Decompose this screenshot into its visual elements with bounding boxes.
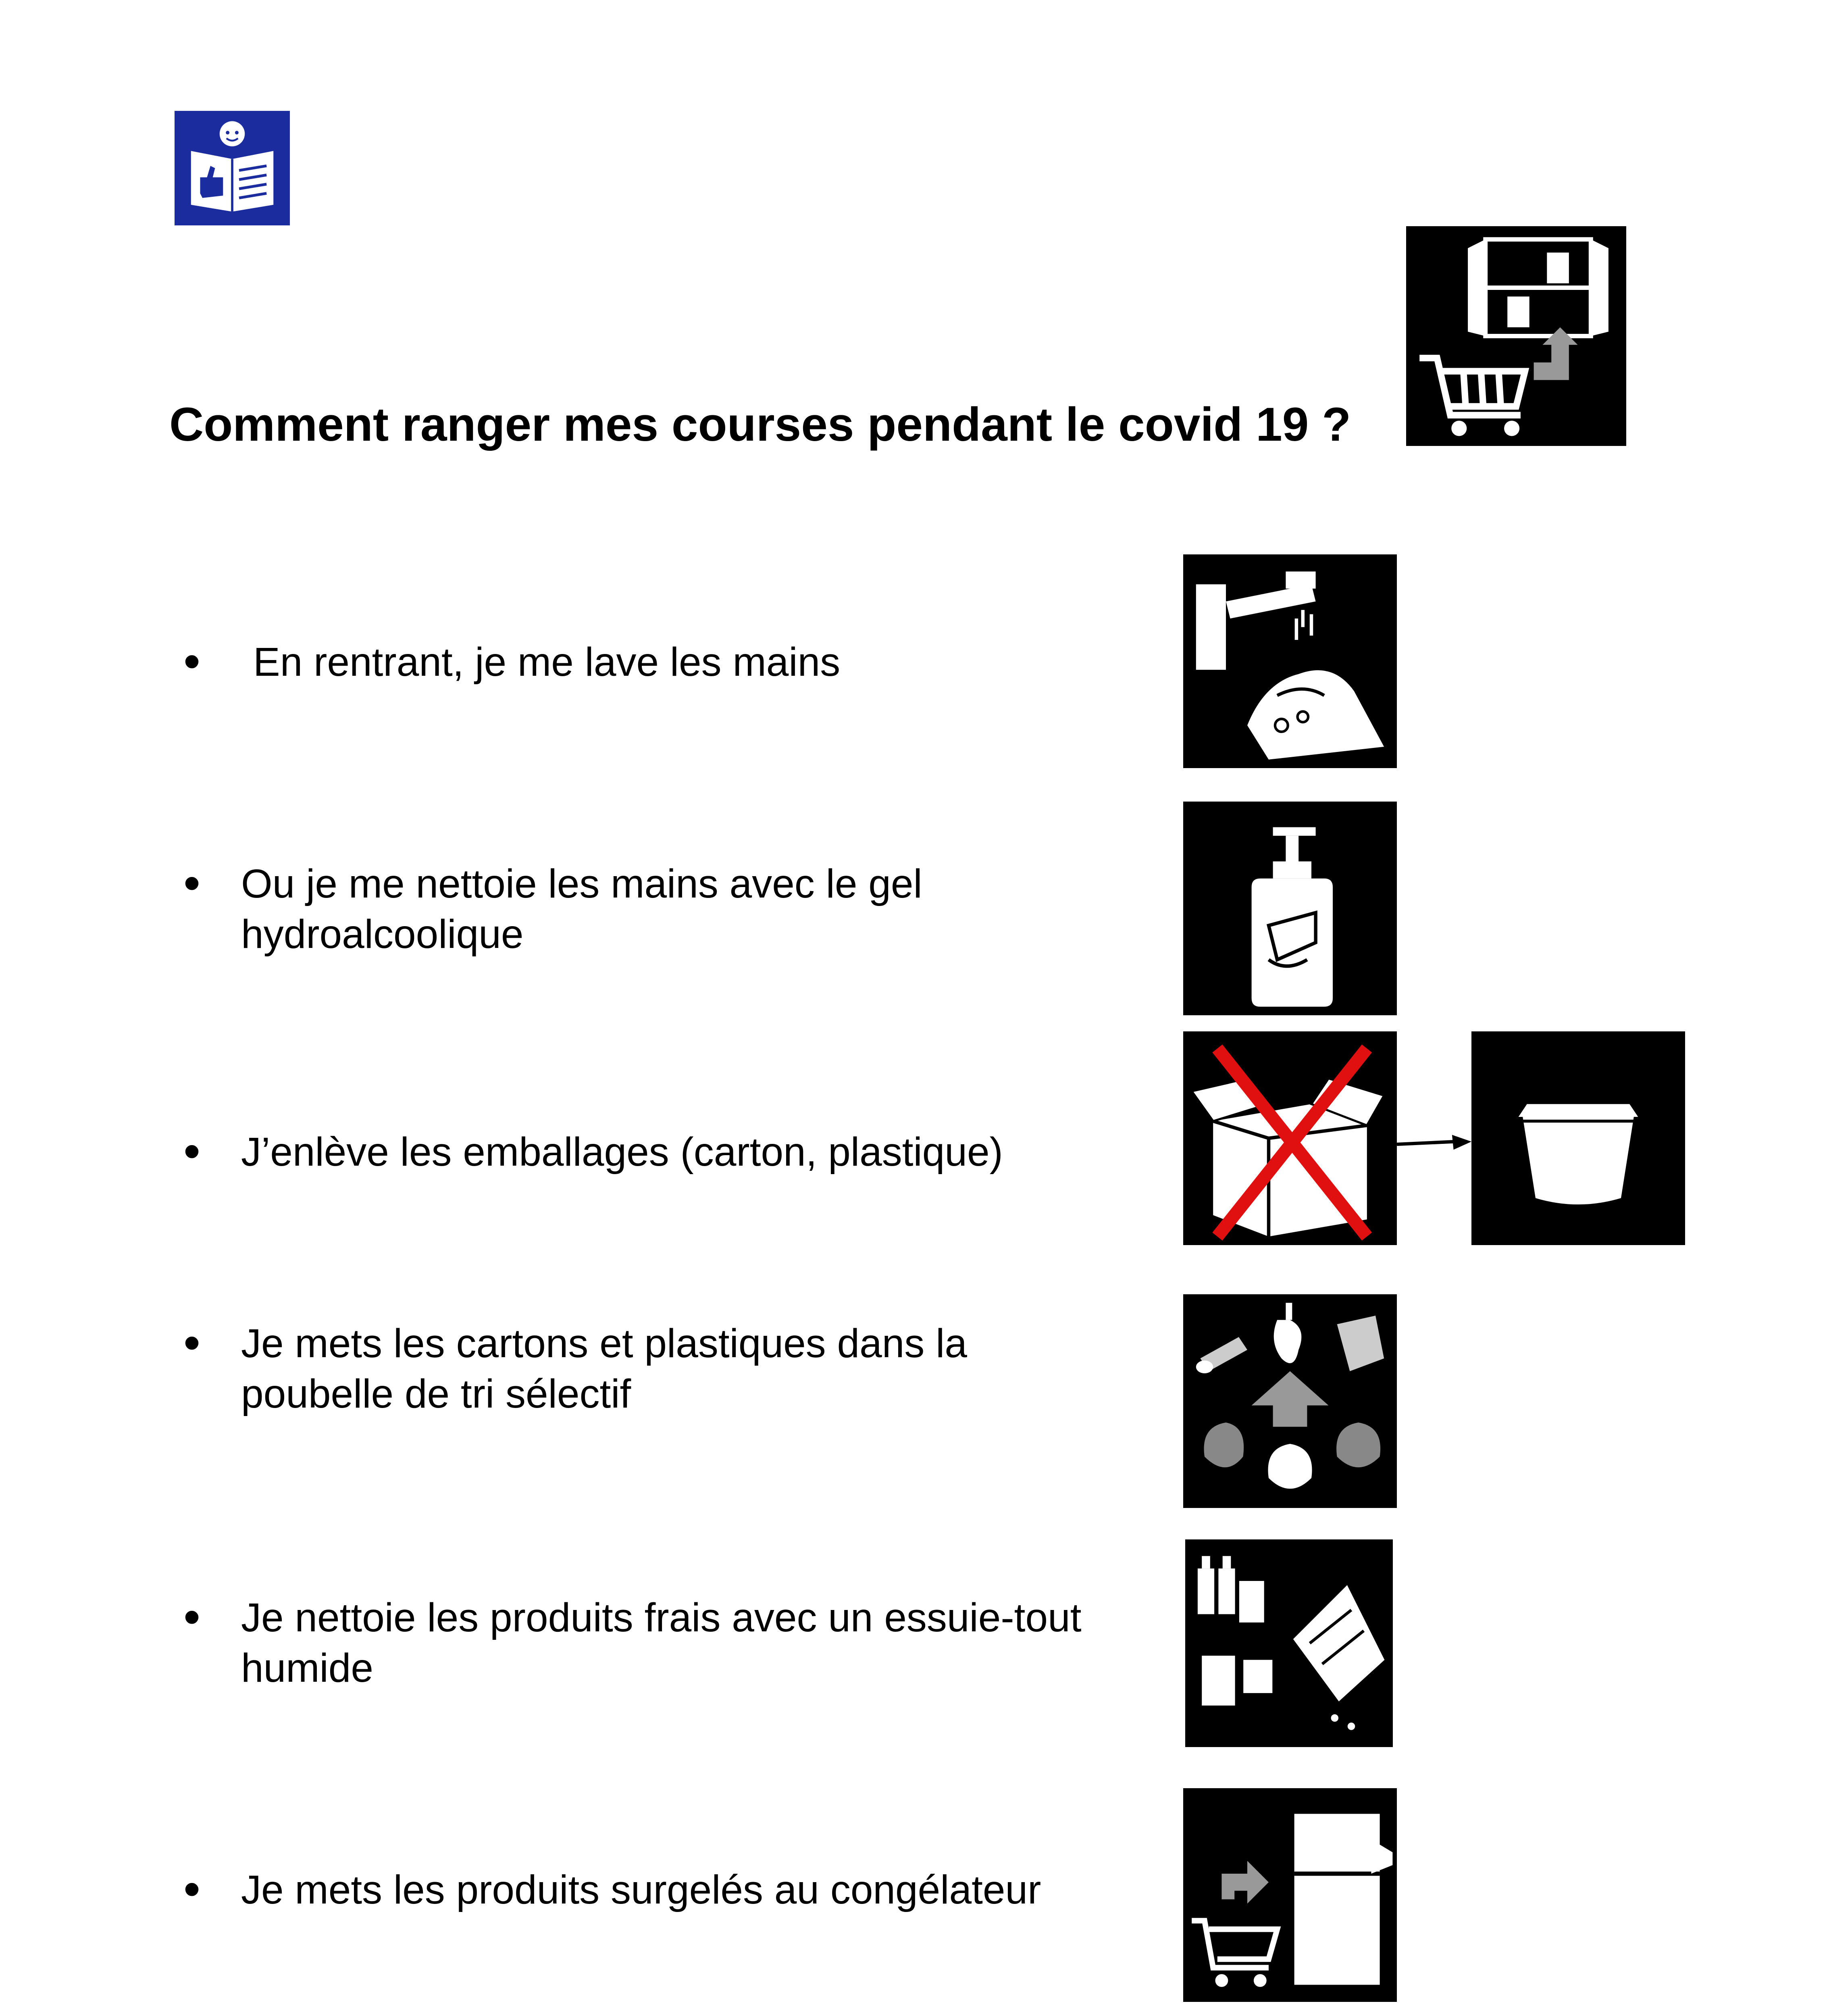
easy-read-logo-icon	[175, 111, 290, 225]
list-item: Ou je me nettoie les mains avec le gel hydroalcoolique	[241, 861, 922, 957]
cart-to-cupboard-icon	[1406, 226, 1626, 446]
list-item: En rentrant, je me lave les mains	[253, 639, 841, 685]
handwash-tap-icon	[1183, 554, 1397, 768]
list-item: Je mets les cartons et plastiques dans la poubelle de tri sélectif	[241, 1321, 967, 1416]
no-packaging-box-icon	[1183, 1031, 1397, 1245]
bullet: •	[183, 1124, 201, 1178]
arrow-right-icon	[1397, 1132, 1471, 1152]
recycling-sort-icon	[1183, 1294, 1397, 1508]
hand-sanitizer-icon	[1183, 802, 1397, 1015]
list-item: Je nettoie les produits frais avec un essuie-tout humide	[241, 1595, 1082, 1691]
page-title: Comment ranger mes courses pendant le covid 19 ?	[169, 398, 1351, 451]
wipe-fresh-products-icon	[1185, 1539, 1393, 1747]
bullet: •	[183, 1862, 201, 1916]
bullet: •	[183, 1316, 201, 1370]
yogurt-pot-icon	[1471, 1031, 1685, 1245]
bullet: •	[183, 856, 201, 910]
bullet: •	[183, 634, 201, 688]
list-item: Je mets les produits surgelés au congélateur	[241, 1867, 1041, 1912]
cart-to-freezer-icon	[1183, 1788, 1397, 2002]
list-item: J’enlève les emballages (carton, plastique)	[241, 1129, 1003, 1175]
bullet: •	[183, 1590, 201, 1644]
